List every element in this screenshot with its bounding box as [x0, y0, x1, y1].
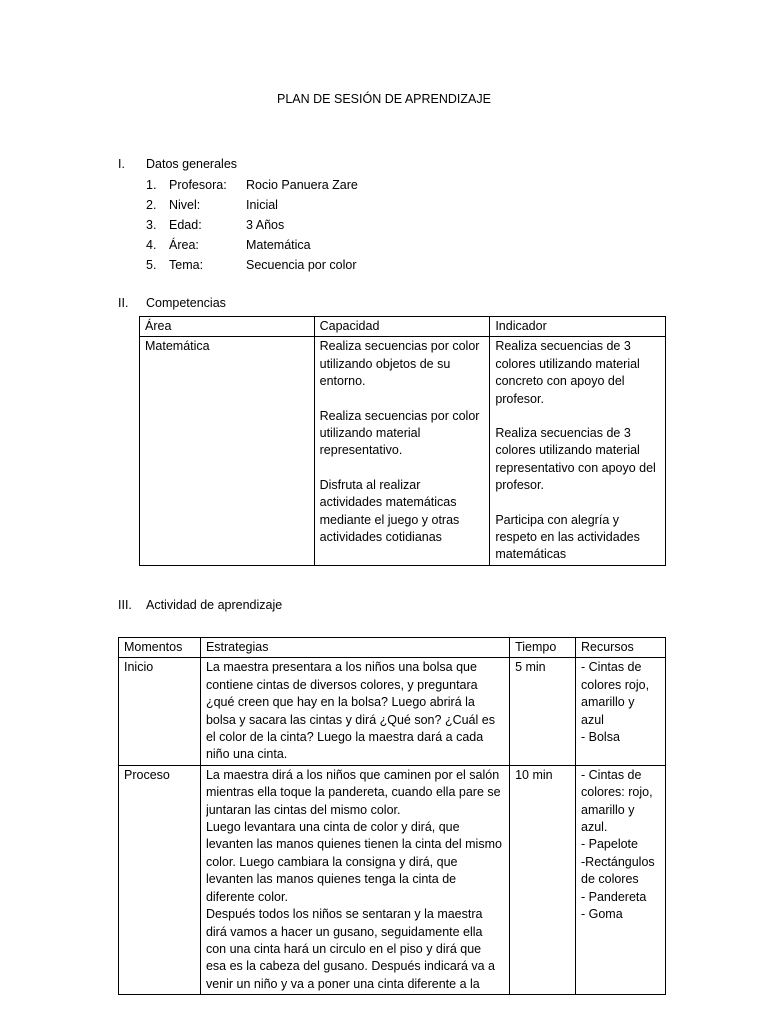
item-label: Área:	[169, 238, 199, 252]
item-label: Nivel:	[169, 198, 201, 212]
recurso-item: - Bolsa	[581, 730, 620, 745]
table-row	[140, 337, 666, 565]
item-value: Rocio Panuera Zare	[246, 178, 358, 192]
momento-cell: Inicio	[119, 658, 201, 765]
table-header-row	[119, 638, 666, 658]
section-1-title: Datos generales	[146, 157, 238, 171]
page-title: PLAN DE SESIÓN DE APRENDIZAJE	[277, 92, 491, 106]
table-row	[119, 658, 666, 765]
estrategia-paragraph: La maestra presentara a los niños una bolsa que contiene cintas de diversos colores, y preguntara ¿qué creen que hay en la bolsa? Luego abrirá la bolsa y sacara las cintas y dirá ¿Qué son? ¿Cuál es el color de la cinta? Luego la maestra dará a cada niño una cinta.	[205, 660, 495, 762]
recurso-item: - Goma	[581, 907, 623, 922]
item-value: Secuencia por color	[246, 258, 357, 272]
estrategia-paragraph: La maestra dirá a los niños que caminen por el salón mientras ella toque la pandereta, cuando ella pare se juntaran las cintas del mismo color.	[205, 767, 501, 817]
recurso-item: - Cintas de colores: rojo, amarillo y azul.	[581, 767, 653, 835]
recurso-item: -Rectángulos de colores	[581, 854, 655, 887]
recursos-cell	[576, 765, 666, 994]
capacidad-item: Realiza secuencias por color utilizando material representativo.	[319, 408, 480, 458]
table-header-row	[140, 317, 666, 337]
column-header: Momentos	[119, 638, 201, 658]
item-value: 3 Años	[246, 218, 285, 232]
actividad-table	[118, 637, 666, 995]
document-page: PLAN DE SESIÓN DE APRENDIZAJE I. Datos generales 1. Profesora: Rocio Panuera Zare 2. Nivel: Inicial 3. Edad: 3 Años 4. Área: Matemática 5. Tema: Secuencia por color II. Competencias Área Capacidad Indicador Matemática Realiza secuencias por color utilizando objetos de su entorno. Realiza secuencias por color utilizando material representativo. Disfruta al realizar actividades matemáticas mediante el juego y otras actividades cotidianas Realiza secuencias de 3 colores utilizando material concreto con apoyo del profesor. Realiza secuencias de 3 colores utilizando material representativo con apoyo del profesor. Participa con alegría y respeto en las actividades matemáticas III. Actividad de aprendizaje Momentos Estrategias Tiempo Recursos Inicio La maestra presentara a los niños una bolsa que contiene cintas de diversos colores, y preguntara ¿qué creen que hay en la bolsa? Luego abrirá la bolsa y sacara las cintas y dirá ¿Qué son? ¿Cuál es el color de la cinta? Luego la maestra dará a cada niño una cinta. 5 min - Cintas de colores rojo, amarillo y azul - Bolsa Proceso La maestra dirá a los niños que caminen por el salón mientras ella toque la pandereta, cuando ella pare se juntaran las cintas del mismo color. Luego levantara una cinta de color y dirá, que levanten las manos quienes tienen la cinta del mismo color. Luego cambiara la consigna y dirá, que levanten las manos quienes tenga la cinta de diferente color. Después todos los niños se sentaran y la maestra dirá vamos a hacer un gusano, seguidamente ella con una cinta hará un circulo en el piso y dirá que esa es la cabeza del gusano. Después indicará va a venir un niño y va a poner una cinta diferente a la 10 min - Cintas de colores: rojo, amarillo y azul. - Papelote -Rectángulos de colores - Pandereta - Goma	[0, 0, 768, 1024]
tiempo-cell: 10 min	[510, 765, 576, 994]
tiempo-cell: 5 min	[510, 658, 576, 765]
item-value: Matemática	[246, 238, 311, 252]
section-2-title: Competencias	[146, 296, 226, 310]
column-header: Indicador	[490, 317, 666, 337]
competencias-table	[139, 316, 666, 566]
column-header: Tiempo	[510, 638, 576, 658]
item-label: Profesora:	[169, 178, 227, 192]
indicador-item: Realiza secuencias de 3 colores utilizando material concreto con apoyo del profesor.	[495, 339, 640, 406]
recurso-item: - Papelote	[581, 837, 638, 852]
area-cell: Matemática	[140, 337, 315, 565]
table-row	[119, 765, 666, 994]
section-2-number: II.	[118, 296, 129, 310]
capacidad-item: Disfruta al realizar actividades matemáticas mediante el juego y otras actividades cotidianas	[319, 477, 460, 545]
item-label: Edad:	[169, 218, 202, 232]
item-value: Inicial	[246, 198, 278, 212]
section-3-number: III.	[118, 598, 132, 612]
section-1-number: I.	[118, 157, 125, 171]
column-header: Recursos	[576, 638, 666, 658]
capacidad-cell	[314, 337, 490, 565]
estrategia-paragraph: Luego levantara una cinta de color y dirá, que levanten las manos quienes tienen la cinta del mismo color. Luego cambiara la consigna y dirá, que levanten las manos quienes tenga la cinta de diferente color.	[205, 820, 502, 904]
capacidad-item: Realiza secuencias por color utilizando objetos de su entorno.	[319, 339, 480, 389]
recurso-item: - Pandereta	[581, 889, 647, 904]
estrategias-cell	[200, 658, 509, 765]
column-header: Capacidad	[314, 317, 490, 337]
momento-cell: Proceso	[119, 765, 201, 994]
recursos-cell	[576, 658, 666, 765]
item-label: Tema:	[169, 258, 204, 272]
column-header: Estrategias	[200, 638, 509, 658]
indicador-cell	[490, 337, 666, 565]
column-header: Área	[140, 317, 315, 337]
estrategia-paragraph: Después todos los niños se sentaran y la maestra dirá vamos a hacer un gusano, seguidamente ella con una cinta hará un circulo en el piso y dirá que esa es la cabeza del gusano. Después indicará va a venir un niño y va a poner una cinta diferente a la	[205, 907, 496, 991]
indicador-item: Realiza secuencias de 3 colores utilizando material representativo con apoyo del profesor.	[495, 426, 656, 493]
recurso-item: - Cintas de colores rojo, amarillo y azul	[581, 660, 650, 727]
section-3-title: Actividad de aprendizaje	[146, 598, 283, 612]
indicador-item: Participa con alegría y respeto en las actividades matemáticas	[495, 512, 640, 562]
estrategias-cell	[200, 765, 509, 994]
